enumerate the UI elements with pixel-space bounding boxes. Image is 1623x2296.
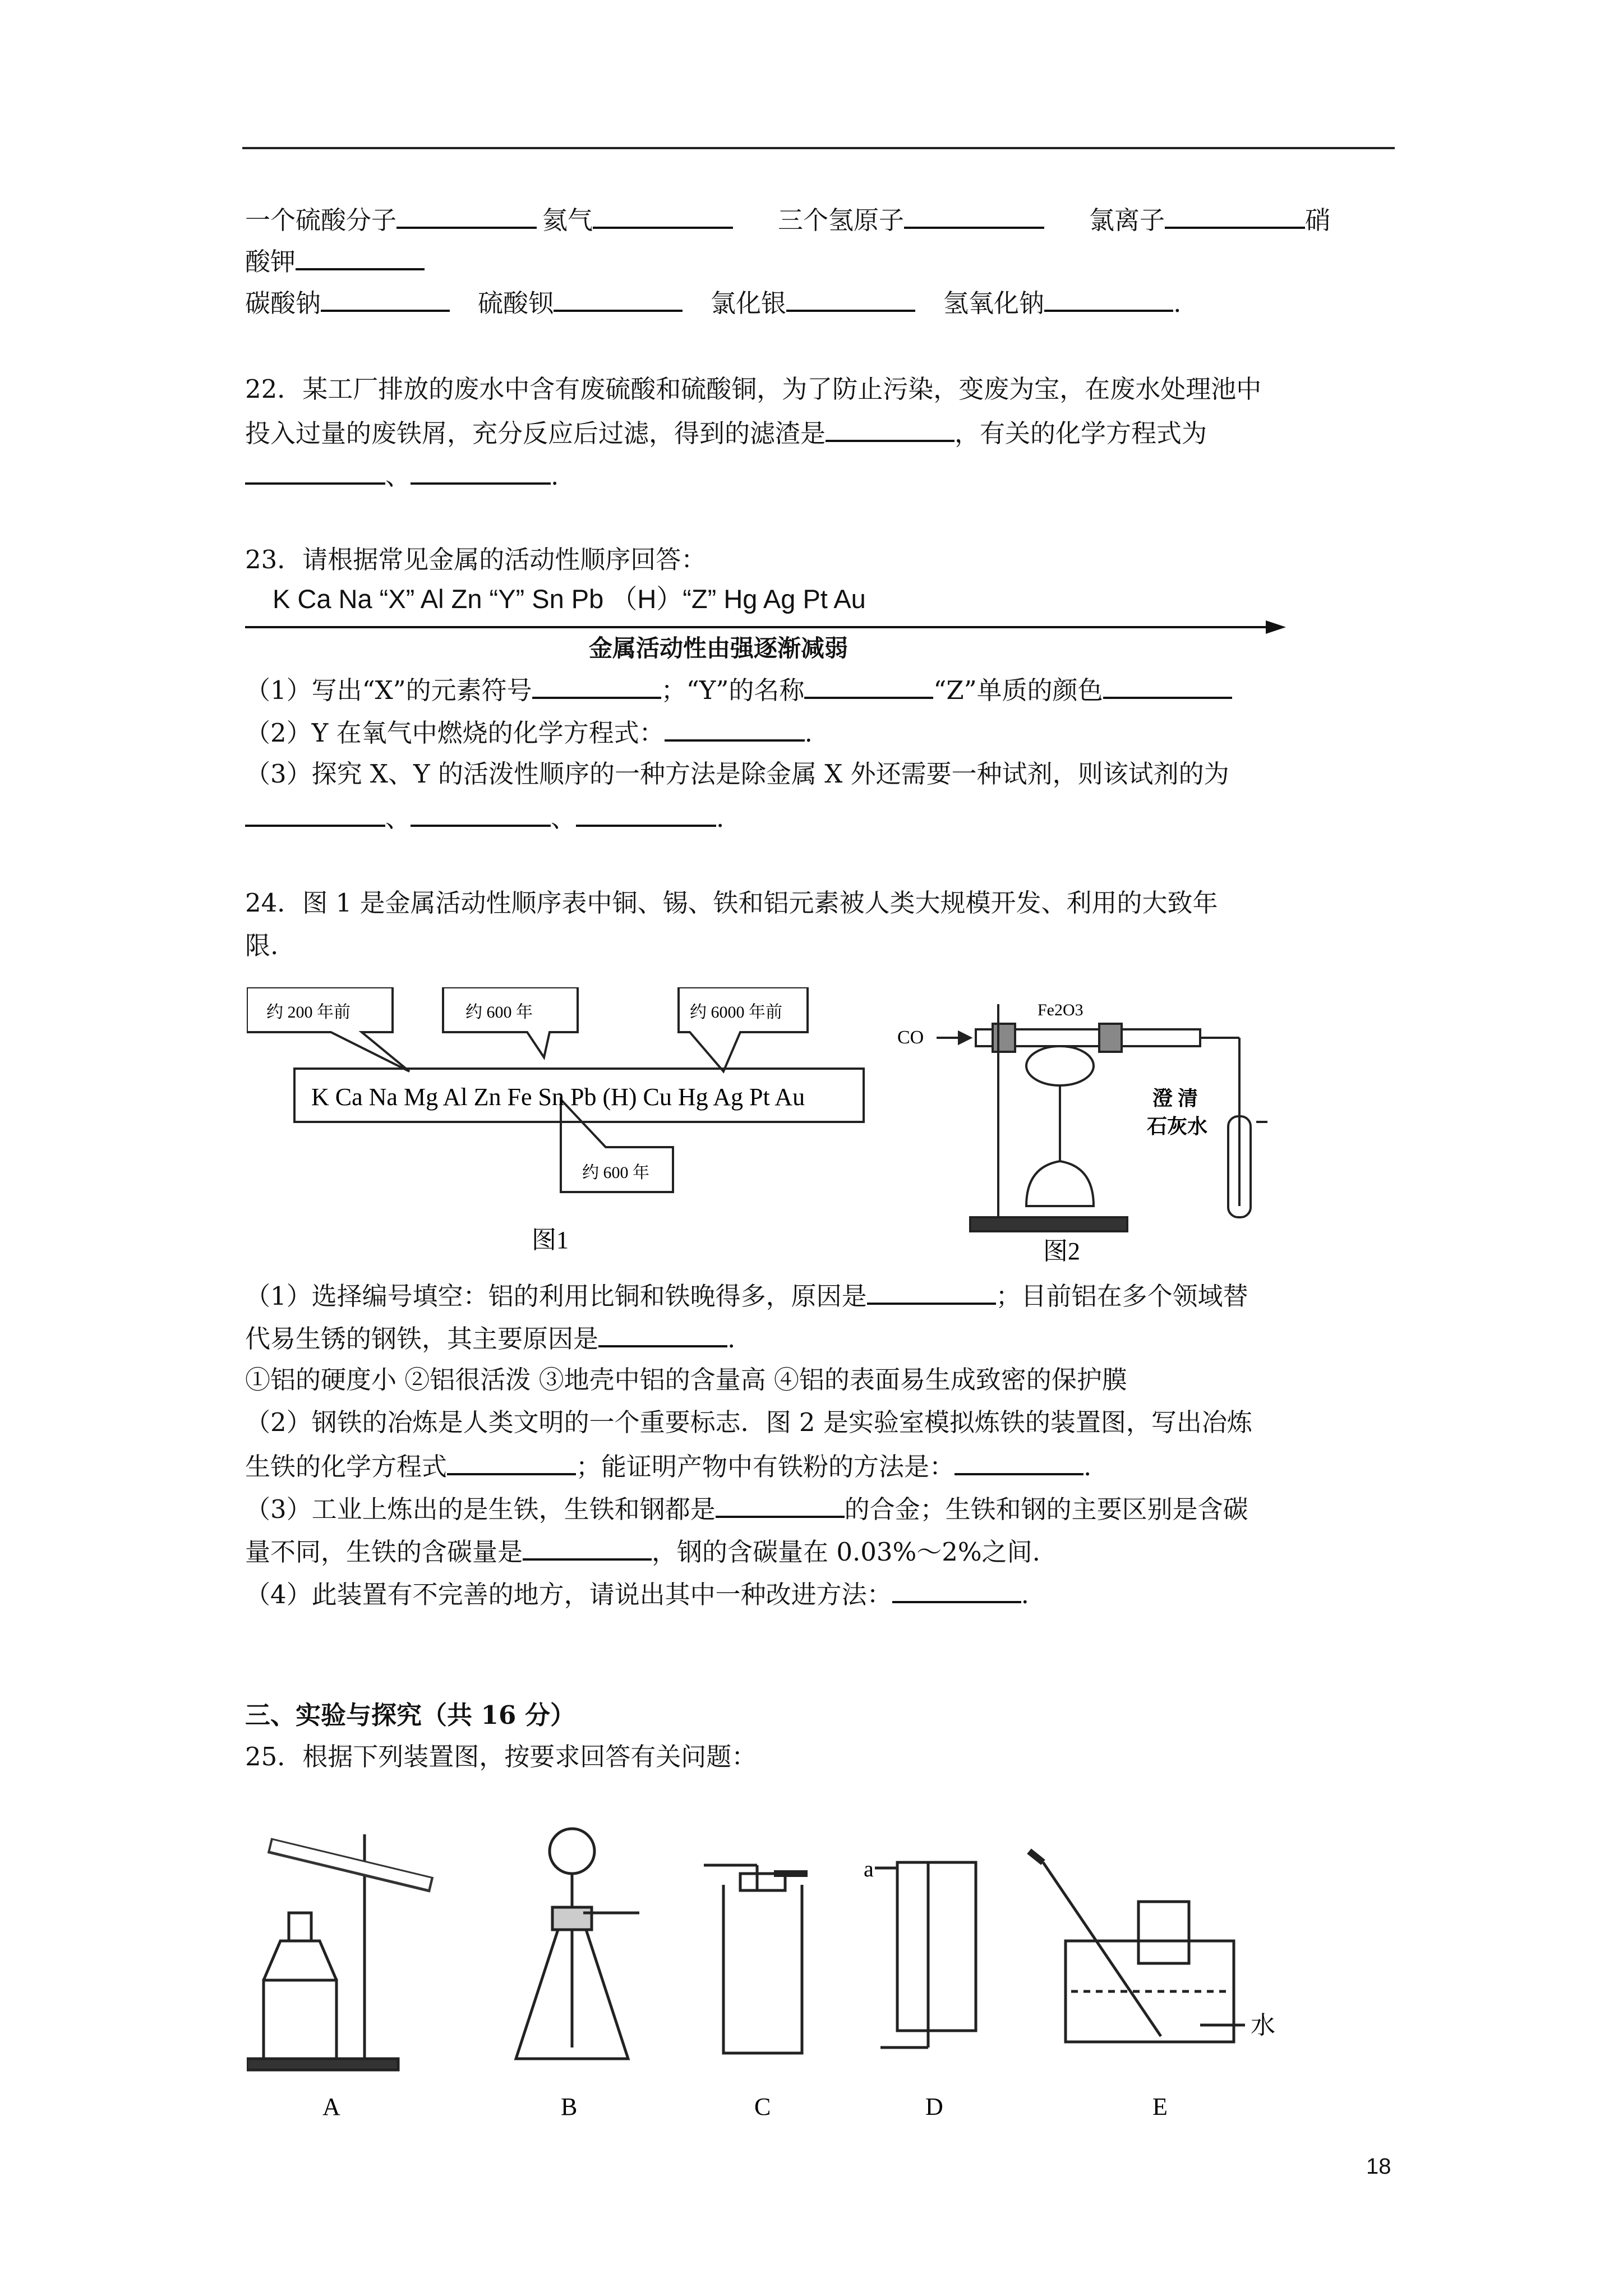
a-wood-block [264,1980,336,2059]
label-c: C [754,2093,771,2120]
fig2-lamp [1026,1161,1094,1206]
text-helium: 氦气 [542,205,593,235]
q22-line-1: 22．某工厂排放的废水中含有废硫酸和硫酸铜，为了防止污染，变废为宝，在废水处理池中 [245,374,1262,404]
a-base [247,2059,398,2070]
label-a: A [322,2093,340,2120]
q24-line-1: 24．图 1 是金属活动性顺序表中铜、锡、铁和铝元素被人类大规模开发、利用的大致年 [245,888,1218,918]
fig2-co-label: CO [897,1027,924,1048]
blank-2[interactable] [593,203,733,229]
q24-blank-iron-test[interactable] [955,1450,1083,1475]
apparatus-c [704,1865,808,2053]
q24-p4-period: . [1021,1580,1029,1609]
text-silver-chloride: 氯化银 [711,288,787,318]
blank-3[interactable] [904,203,1044,229]
text-sodium-carbonate: 碳酸钠 [245,288,321,318]
q23-p2-text: （2）Y 在氧气中燃烧的化学方程式： [245,718,665,748]
apparatus-d [875,1862,976,2047]
apparatus-b [516,1829,639,2059]
fig2-lime-label-1: 澄 清 [1152,1087,1198,1110]
blank-6[interactable] [321,286,450,312]
q23-arrow-head [1266,620,1286,634]
e-delivery-tube [1043,1862,1161,2036]
a-wick [289,1913,311,1941]
q24-p2-period: . [1083,1452,1092,1481]
q24-p1-text-b: ；目前铝在多个领域替 [995,1281,1248,1311]
q23-part-2 [245,716,813,749]
q24-p3-text-a: （3）工业上炼出的是生铁，生铁和钢都是 [245,1494,716,1524]
q24-part-2-line-2 [245,1450,1091,1483]
text-chloride-ion: 氯离子 [1089,205,1165,235]
fig2-stopper-right [1099,1024,1122,1052]
fig1-series-text: K Ca Na Mg Al Zn Fe Sn Pb (H) Cu Hg Ag Pt Au [311,1083,805,1111]
apparatus-e [1029,1851,1245,2042]
q22-blank-eq2[interactable] [411,459,551,485]
q23-blank-reagent-1[interactable] [245,801,385,827]
b-stopper [552,1907,592,1930]
figure-1 [247,987,892,1262]
label-d: D [925,2093,943,2120]
apparatus-figure [247,1812,1340,2126]
q23-p2-period: . [804,718,813,748]
q24-p1-period: . [727,1324,736,1354]
q23-title: 23．请根据常见金属的活动性顺序回答： [245,545,707,574]
q23-arrow-label: 金属活动性由强逐渐减弱 [589,634,849,662]
label-b: B [561,2093,578,2120]
q22-line-3 [245,459,559,492]
fig1-callout-3-text: 约 6000 年前 [690,1003,782,1022]
q23-blank-z-color[interactable] [1103,673,1232,699]
q24-part-1-line-2 [245,1322,735,1355]
q24-options: ①铝的硬度小 ②铝很活泼 ③地壳中铝的含量高 ④铝的表面易生成致密的保护膜 [245,1365,1127,1395]
q23-blank-equation[interactable] [665,716,805,742]
q24-part-3-line-1 [245,1492,1248,1525]
header-rule [242,147,1395,149]
q24-p1-text-a: （1）选择编号填空：铝的利用比铜和铁晚得多，原因是 [245,1281,867,1311]
q22-text-a: 投入过量的废铁屑，充分反应后过滤，得到的滤渣是 [245,418,826,448]
e-tube-end [1029,1851,1043,1862]
text-period: . [1173,288,1182,318]
q22-period: . [551,461,559,491]
q23-blank-reagent-2[interactable] [411,801,551,827]
q24-p3-text-b: 的合金；生铁和钢的主要区别是含碳 [844,1494,1248,1524]
label-e: E [1152,2093,1168,2120]
text-sulfuric-molecule: 一个硫酸分子 [245,205,397,235]
q24-part-3-line-2 [245,1535,1040,1568]
q24-part-2-line-1: （2）钢铁的冶炼是人类文明的一个重要标志．图 2 是实验室模拟炼铁的装置图，写出冶炼 [245,1407,1252,1437]
q24-blank-reason-2[interactable] [598,1322,727,1347]
fig2-caption: 图2 [1043,1237,1080,1262]
q23-period-2: . [716,803,725,833]
b-funnel-bulb [550,1829,594,1874]
text-sodium-hydroxide: 氢氧化钠 [943,288,1045,318]
q23-blank-reagent-3[interactable] [576,801,716,827]
q23-part-3: （3）探究 X、Y 的活泼性顺序的一种方法是除金属 X 外还需要一种试剂，则该试剂的为 [245,759,1229,789]
section-3-heading: 三、实验与探究（共 16 分） [245,1700,575,1730]
q23-sep-2: 、 [551,803,577,833]
text-potassium-nitrate-suffix: 酸钾 [245,247,296,277]
label-d-a: a [864,1856,874,1881]
fig1-callout-1-text: 约 200 年前 [266,1003,351,1022]
fig2-stopper-left [993,1024,1015,1052]
fig1-callout-4-text: 约 600 年 [582,1163,649,1182]
blank-7[interactable] [554,286,683,312]
fig2-lime-label-2: 石灰水 [1147,1115,1208,1138]
q24-p2-text-b: 生铁的化学方程式 [245,1452,448,1481]
q22-sep: 、 [385,461,411,491]
q23-p1-text-a: （1）写出“X”的元素符号 [245,675,532,705]
q22-text-b: ，有关的化学方程式为 [955,418,1207,448]
q24-blank-carbon[interactable] [523,1535,652,1561]
fig2-stand-base [970,1217,1127,1231]
a-test-tube-inner [271,1846,430,1884]
c-bottle [723,1885,802,2053]
q23-part-1 [245,673,1232,706]
q23-p1-text-b: ；“Y”的名称 [661,675,805,705]
text-hydrogen-atoms: 三个氢原子 [778,205,905,235]
q23-activity-series: K Ca Na “X” Al Zn “Y” Sn Pb （H）“Z” Hg Ag Pt Au [273,584,866,614]
fig1-callout-1 [247,987,409,1071]
fig2-co-arrowhead [959,1032,970,1043]
q22-blank-eq1[interactable] [245,459,385,485]
apparatus-a [247,1834,432,2070]
q24-p1-text-c: 代易生锈的钢铁，其主要原因是 [245,1324,599,1354]
q23-part-3-blanks [245,801,724,834]
q23-sep-1: 、 [385,803,411,833]
q24-blank-reason-1[interactable] [867,1279,996,1305]
text-barium-sulfate: 硫酸钡 [478,288,554,318]
q24-blank-improve[interactable] [892,1577,1021,1603]
q22-line-2 [245,416,1207,449]
q25-text: 25．根据下列装置图，按要求回答有关问题： [245,1742,757,1772]
label-water: 水 [1251,2012,1275,2039]
formula-line-2 [245,286,1181,319]
a-lamp [264,1941,336,1980]
fig1-callout-2 [443,987,578,1057]
formula-line-1b [245,245,425,278]
d-bottle [897,1862,976,2031]
text-nitrate-prefix: 硝 [1305,205,1331,235]
q24-p2-text-c: ；能证明产物中有铁粉的方法是： [576,1452,955,1481]
fig1-callout-3 [679,987,808,1071]
fig1-caption: 图1 [532,1226,569,1254]
q24-p4-text: （4）此装置有不完善的地方，请说出其中一种改进方法： [245,1580,892,1609]
q24-p3-text-d: ，钢的含碳量在 0.03%～2%之间. [652,1537,1040,1567]
fig2-fe2o3-label: Fe2O3 [1038,1001,1083,1019]
fig1-callout-2-text: 约 600 年 [465,1003,533,1022]
q24-line-2: 限. [245,931,279,960]
page-number: 18 [1366,2154,1391,2179]
formula-line-1 [245,203,1330,236]
blank-9[interactable] [1044,286,1173,312]
q24-part-1-line-1 [245,1279,1248,1312]
blank-4[interactable] [1165,203,1305,229]
q24-part-4 [245,1577,1029,1611]
q24-p3-text-c: 量不同，生铁的含碳量是 [245,1537,523,1567]
q23-blank-y-name[interactable] [804,673,933,699]
q23-blank-x-symbol[interactable] [532,673,661,699]
q22-blank-residue[interactable] [826,416,955,442]
blank-1[interactable] [396,203,537,229]
q24-blank-alloy[interactable] [716,1492,845,1518]
blank-8[interactable] [786,286,915,312]
blank-5[interactable] [296,245,425,270]
fig2-burner-head [1026,1046,1094,1085]
figure-2 [897,993,1279,1262]
e-gas-jar [1138,1902,1189,1963]
q23-p1-text-c: “Z”单质的颜色 [933,675,1103,705]
q24-blank-smelt-eq[interactable] [447,1450,576,1475]
